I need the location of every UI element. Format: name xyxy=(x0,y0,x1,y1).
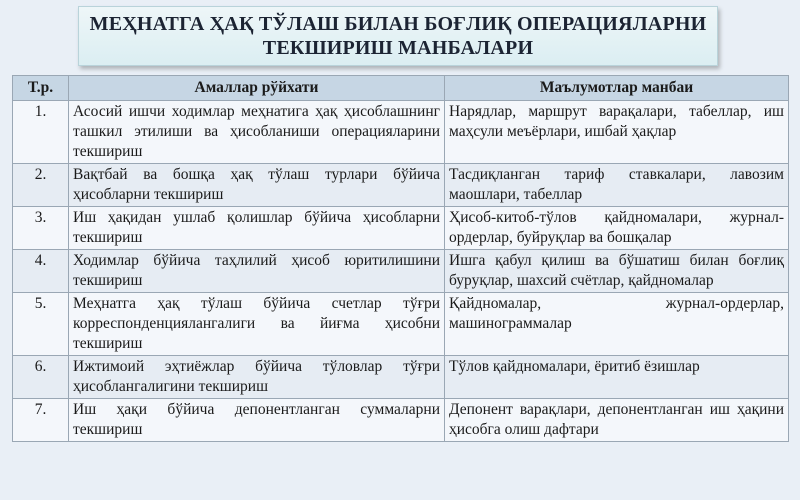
header-number: Т.р. xyxy=(13,76,69,101)
sources-table xyxy=(12,75,789,442)
table-row xyxy=(13,250,789,293)
page-title-box xyxy=(78,6,718,66)
table-row xyxy=(13,293,789,356)
row-action: Меҳнатга ҳақ тўлаш бўйича счетлар тўғри корреспонденциялангалиги ва йиғма ҳисобни текшириш xyxy=(69,293,445,356)
row-source: Ҳисоб-китоб-тўлов қайдномалари, журнал-ордерлар, буйруқлар ва бошқалар xyxy=(445,207,789,250)
row-source: Тўлов қайдномалари, ёритиб ёзишлар xyxy=(445,356,789,399)
row-source: Ишга қабул қилиш ва бўшатиш билан боғлиқ буруқлар, шахсий счётлар, қайдномалар xyxy=(445,250,789,293)
row-number: 4. xyxy=(13,250,69,293)
table-row xyxy=(13,356,789,399)
row-action: Вақтбай ва бошқа ҳақ тўлаш турлари бўйича ҳисобларни текшириш xyxy=(69,164,445,207)
header-actions: Амаллар рўйхати xyxy=(69,76,445,101)
row-action: Иш ҳақидан ушлаб қолишлар бўйича ҳисобларни текшириш xyxy=(69,207,445,250)
row-action: Ижтимоий эҳтиёжлар бўйича тўловлар тўғри ҳисоблангалигини текшириш xyxy=(69,356,445,399)
row-number: 3. xyxy=(13,207,69,250)
row-number: 6. xyxy=(13,356,69,399)
row-source: Тасдиқланган тариф ставкалари, лавозим маошлари, табеллар xyxy=(445,164,789,207)
row-source: Депонент варақлари, депонентланган иш ҳақини ҳисобга олиш дафтари xyxy=(445,399,789,442)
row-number: 7. xyxy=(13,399,69,442)
table-row xyxy=(13,399,789,442)
row-source: Қайдномалар, журнал-ордерлар, машинограммалар xyxy=(445,293,789,356)
page-title-line1: МЕҲНАТГА ҲАҚ ТЎЛАШ БИЛАН БОҒЛИҚ ОПЕРАЦИЯЛАРНИ xyxy=(89,13,707,35)
row-action: Асосий ишчи ходимлар меҳнатига ҳақ ҳисоблашнинг ташкил этилиши ва ҳисобланиши операцияларини текшириш xyxy=(69,101,445,164)
row-number: 5. xyxy=(13,293,69,356)
row-number: 2. xyxy=(13,164,69,207)
page-title xyxy=(90,12,707,60)
row-action: Иш ҳақи бўйича депонентланган суммаларни текшириш xyxy=(69,399,445,442)
row-source: Нарядлар, маршрут варақалари, табеллар, иш маҳсули меъёрлари, ишбай ҳақлар xyxy=(445,101,789,164)
table-header-row xyxy=(13,76,789,101)
header-sources: Маълумотлар манбаи xyxy=(445,76,789,101)
table-row xyxy=(13,164,789,207)
table-row xyxy=(13,207,789,250)
table-row xyxy=(13,101,789,164)
row-action: Ходимлар бўйича таҳлилий ҳисоб юритилишини текшириш xyxy=(69,250,445,293)
page-title-line2: ТЕКШИРИШ МАНБАЛАРИ xyxy=(262,37,534,59)
row-number: 1. xyxy=(13,101,69,164)
